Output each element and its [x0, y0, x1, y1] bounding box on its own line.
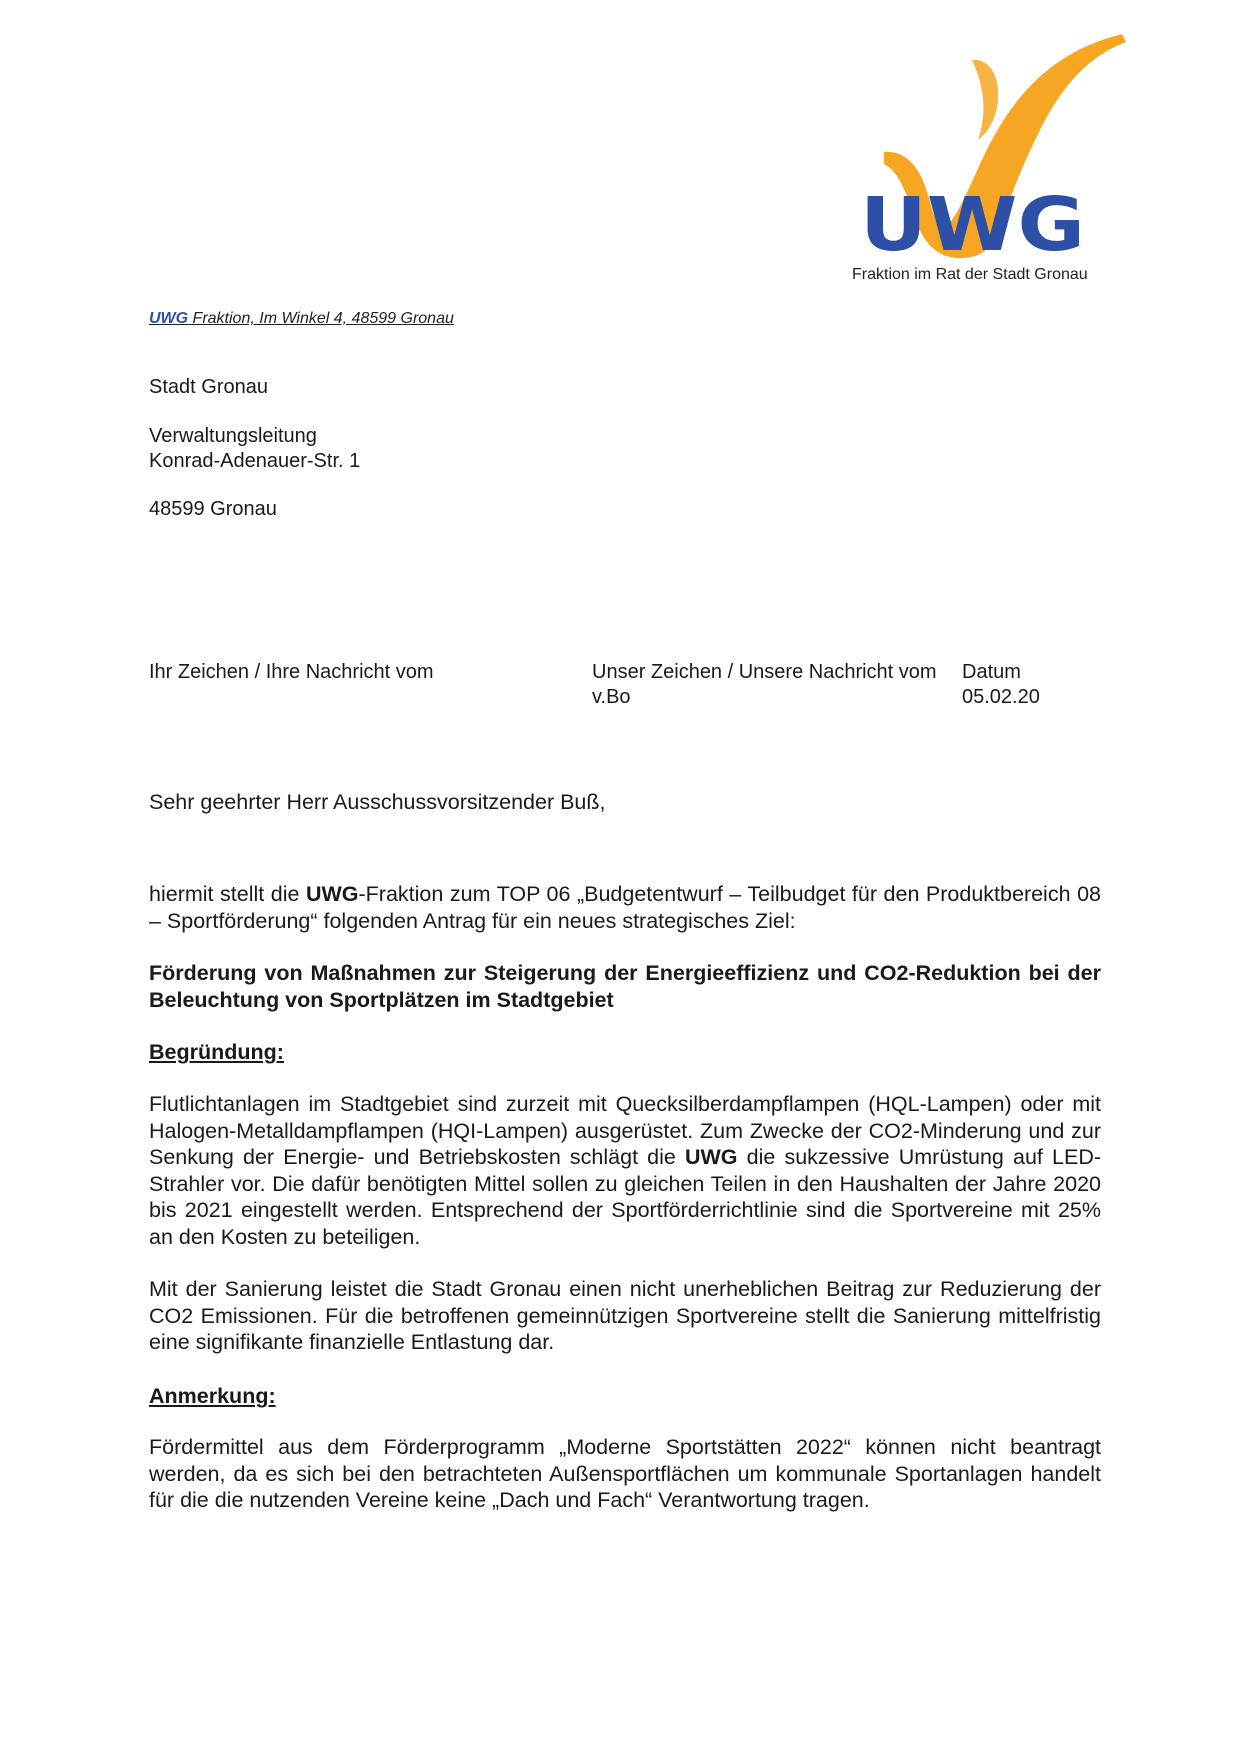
- reason-heading: Begründung:: [149, 1040, 284, 1064]
- salutation: Sehr geehrter Herr Ausschussvorsitzender Buß,: [149, 790, 606, 814]
- recipient-line-3: Konrad-Adenauer-Str. 1: [149, 450, 361, 472]
- date-label: Datum: [962, 661, 1021, 683]
- uwg-checkmark-icon: [860, 30, 1130, 260]
- note-heading: Anmerkung:: [149, 1384, 276, 1408]
- intro-text-b: -Fraktion zum TOP 06 „Budgetentwurf – Teilbudget für den Produktbereich 08 – Sportförderung“ folgenden Antrag für ein neues strategisches Ziel:: [149, 882, 1101, 933]
- recipient-line-1: Stadt Gronau: [149, 376, 268, 398]
- reason-paragraph-1: [149, 1091, 1101, 1250]
- intro-paragraph: [149, 881, 1101, 934]
- sender-address: [149, 310, 454, 328]
- motion-title: Förderung von Maßnahmen zur Steigerung der Energieeffizienz und CO2-Reduktion bei der Beleuchtung von Sportplätzen im Stadtgebiet: [149, 961, 1101, 1012]
- reason-text-a: Flutlichtanlagen im Stadtgebiet sind zurzeit mit Quecksilberdampflampen (HQL-Lampen) oder mit Halogen-Metalldampflampen (HQI-Lampen) ausgerüstet. Zum Zwecke der CO2-Minderung und zur Senkung der Energie- und Betriebskosten schlägt die: [149, 1092, 1101, 1169]
- intro-bold: UWG: [305, 882, 359, 906]
- uwg-logo: [860, 30, 1130, 260]
- recipient-line-2: Verwaltungsleitung: [149, 425, 317, 447]
- sender-address-text: Fraktion, Im Winkel 4, 48599 Gronau: [188, 310, 454, 327]
- reason-bold: UWG: [684, 1145, 738, 1169]
- their-reference-label: Ihr Zeichen / Ihre Nachricht vom: [149, 661, 434, 683]
- reason-text-b: die sukzessive Umrüstung auf LED-Strahler vor. Die dafür benötigten Mittel sollen zu gleichen Teilen in den Haushalten der Jahre 2020 bis 2021 eingestellt werden. Entsprechend der Sportförderrichtlinie sind die Sportvereine mit 25% an den Kosten zu beteiligen.: [149, 1145, 1102, 1249]
- logo-subtitle: Fraktion im Rat der Stadt Gronau: [852, 266, 1088, 283]
- our-reference-value: v.Bo: [592, 686, 631, 708]
- reason-paragraph-2: Mit der Sanierung leistet die Stadt Gronau einen nicht unerheblichen Beitrag zur Reduzierung der CO2 Emissionen. Für die betroffenen gemeinnützigen Sportvereine stellt die Sanierung mittelfristig eine signifikante finanzielle Entlastung dar.: [149, 1277, 1101, 1354]
- date-value: 05.02.20: [962, 686, 1040, 708]
- recipient-line-4: 48599 Gronau: [149, 498, 277, 520]
- our-reference-label: Unser Zeichen / Unsere Nachricht vom: [592, 661, 937, 683]
- note-paragraph: Fördermittel aus dem Förderprogramm „Moderne Sportstätten 2022“ können nicht beantragt werden, da es sich bei den betrachteten Außensportflächen um kommunale Sportanlagen handelt für die die nutzenden Vereine keine „Dach und Fach“ Verantwortung tragen.: [149, 1435, 1101, 1512]
- logo-text: UWG: [860, 182, 1085, 260]
- sender-brand: UWG: [149, 310, 189, 327]
- intro-text-a: hiermit stellt die: [149, 882, 306, 906]
